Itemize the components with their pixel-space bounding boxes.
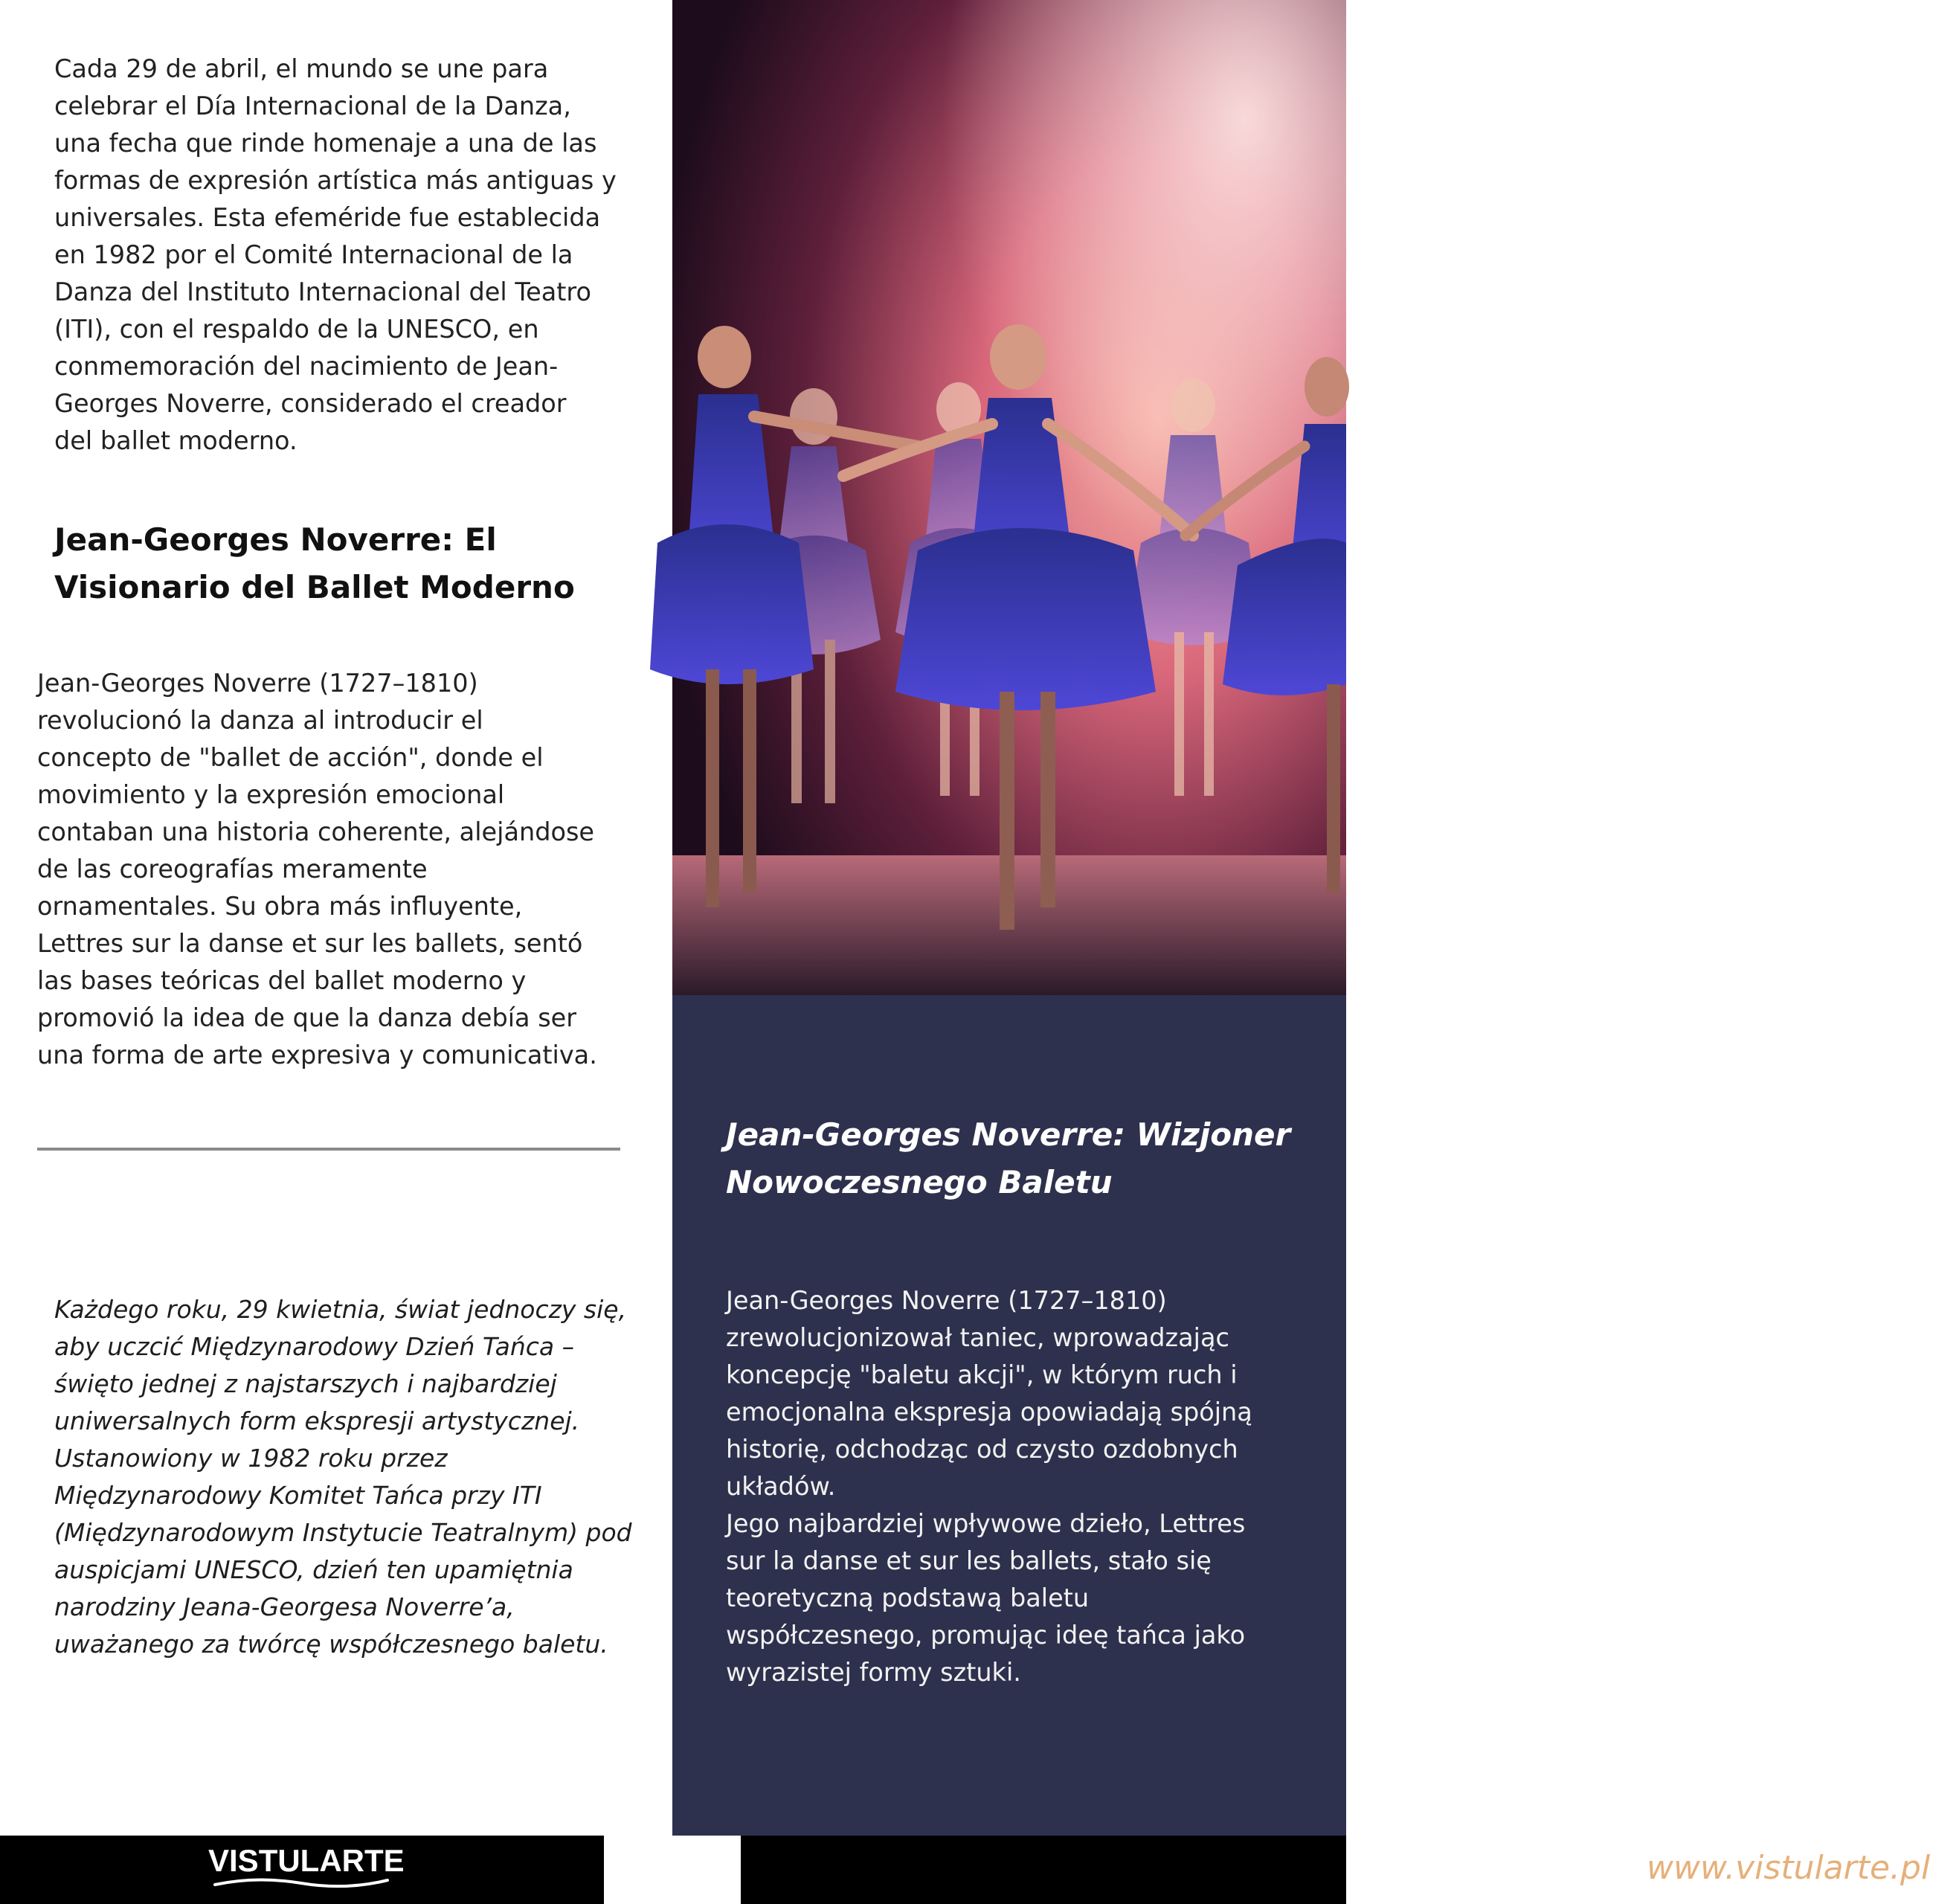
- footer: [0, 1836, 1931, 1904]
- body-paragraph-pl: Jean-Georges Noverre (1727–1810) zrewolucjonizował taniec, wprowadzając koncepcję "baletu akcji", w którym ruch i emocjonalna ekspresja opowiadają spójną historię, odchodząc od czysto ozdobnych układów. Jego najbardziej wpływowe dzieło, Lettres sur la danse et sur les ballets, stało się teoretyczną podstawą baletu współczesnego, promując ideę tańca jako wyrazistej formy sztuki.: [726, 1286, 1252, 1687]
- website-link[interactable]: www.vistularte.pl: [1647, 1849, 1931, 1887]
- vistularte-logo[interactable]: [208, 1843, 405, 1897]
- body-paragraph-es: Jean-Georges Noverre (1727–1810) revolucionó la danza al introducir el concepto de "ballet de acción", donde el movimiento y la expresión emocional contaban una historia coherente, alejándose de las coreografías meramente ornamentales. Su obra más influyente, Lettres sur la danse et sur les ballets, sentó las bases teóricas del ballet moderno y promovió la idea de que la danza debía ser una forma de arte expresiva y comunicativa.: [37, 669, 597, 1070]
- footer-left-bar: [0, 1836, 604, 1904]
- footer-gap: [604, 1836, 741, 1904]
- heading-es: Jean-Georges Noverre: El Visionario del Ballet Moderno: [54, 521, 575, 605]
- intro-paragraph-es: Cada 29 de abril, el mundo se une para celebrar el Día Internacional de la Danza, una fecha que rinde homenaje a una de las formas de expresión artística más antiguas y universales. Esta efeméride fue establecida en 1982 por el Comité Internacional de la Danza del Instituto Internacional del Teatro (ITI), con el respaldo de la UNESCO, en conmemoración del nacimiento de Jean- Georges Noverre, considerado el creador del ballet moderno.: [54, 54, 617, 455]
- intro-paragraph-pl: Każdego roku, 29 kwietnia, świat jednoczy się, aby uczcić Międzynarodowy Dzień Tańca – święto jednej z najstarszych i najbardziej uniwersalnych form ekspresji artystycznej. Ustanowiony w 1982 roku przez Międzynarodowy Komitet Tańca przy ITI (Międzynarodowym Instytucie Teatralnym) pod auspicjami UNESCO, dzień ten upamiętnia narodziny Jeana-Georgesa Noverre’a, uważanego za twórcę współczesnego baletu.: [54, 1295, 632, 1659]
- logo-text: VISTULARTE: [208, 1843, 405, 1878]
- section-divider: [37, 1148, 620, 1151]
- left-column: [0, 0, 672, 1836]
- footer-right-bar: [741, 1836, 1931, 1904]
- heading-pl: Jean-Georges Noverre: Wizjoner Nowoczesnego Baletu: [726, 1116, 1291, 1200]
- ballet-dancers-photo: [672, 0, 1346, 995]
